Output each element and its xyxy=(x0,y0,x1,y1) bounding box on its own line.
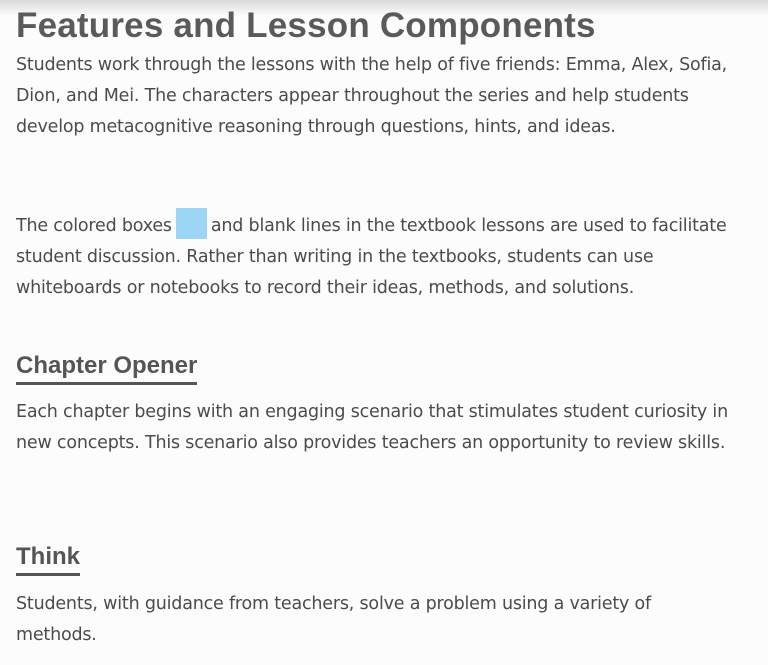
section-body-chapter-opener: Each chapter begins with an engaging scenario that stimulates student curiosity in new concepts. This scenario also provides teachers an opportunity to review skills. xyxy=(16,402,728,453)
colored-boxes-text-after: and blank lines in the textbook lessons are used to facilitate student discussion. Rather than writing in the textbooks, students can use whiteboards or notebooks to record their ideas, methods, and solutions. xyxy=(16,216,727,298)
colored-boxes-text-before: The colored boxes xyxy=(16,216,172,236)
colored-boxes-paragraph xyxy=(16,208,761,304)
section-heading-chapter-opener: Chapter Opener xyxy=(16,352,197,385)
page-title: Features and Lesson Components xyxy=(16,6,596,45)
section-body-think: Students, with guidance from teachers, solve a problem using a variety of methods. xyxy=(16,594,652,645)
section-heading-think: Think xyxy=(16,543,80,576)
colored-box-sample xyxy=(176,208,207,239)
intro-paragraph: Students work through the lessons with the help of five friends: Emma, Alex, Sofia, Dion, and Mei. The characters appear throughout the series and help students develop metacognitive reasoning through questions, hints, and ideas. xyxy=(16,55,727,137)
